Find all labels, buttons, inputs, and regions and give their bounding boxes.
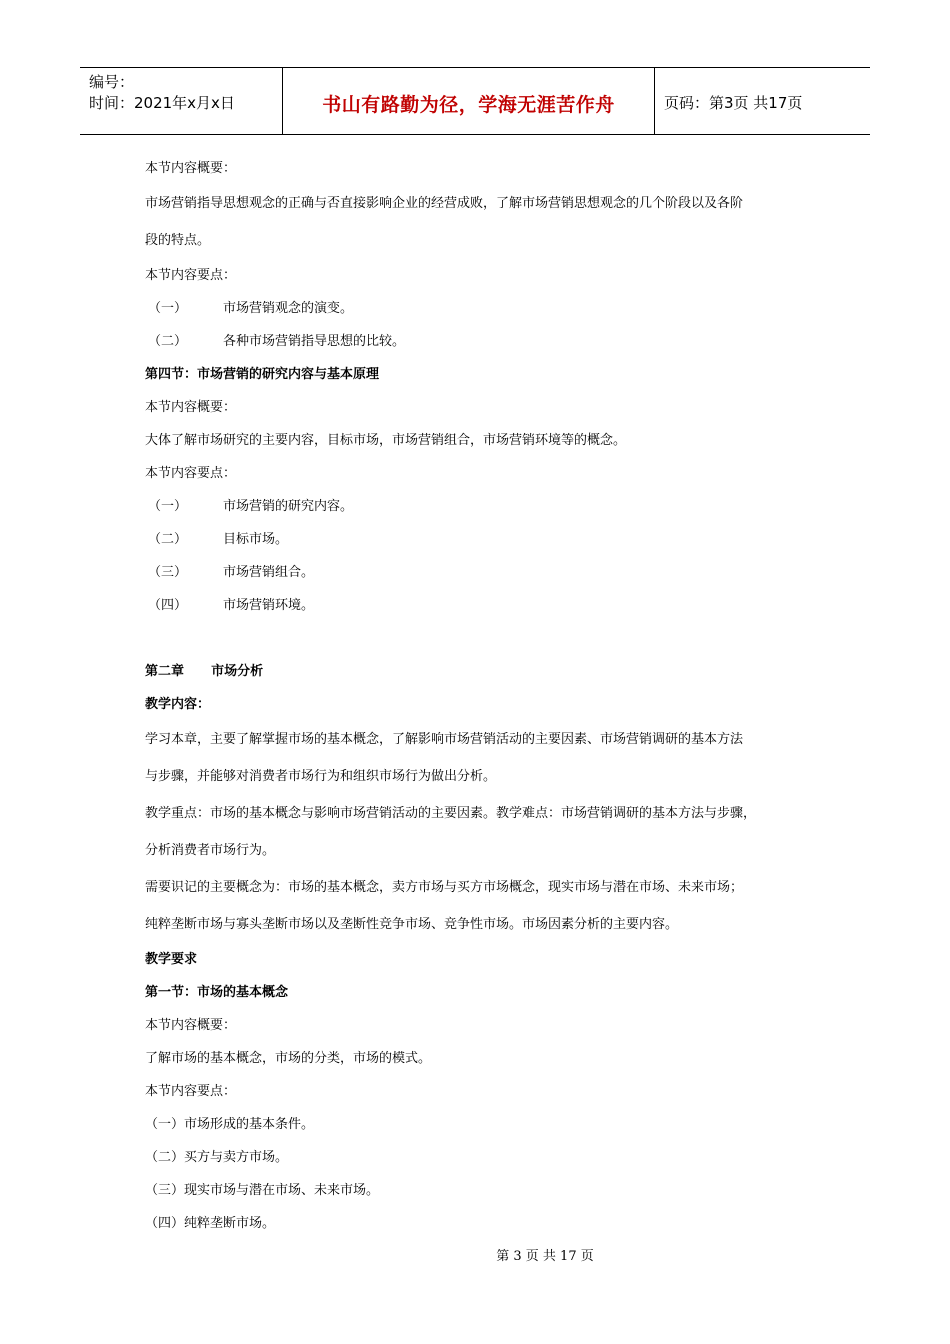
list-item-text: 目标市场。 bbox=[223, 532, 289, 547]
list-item-number: （一） bbox=[148, 301, 188, 316]
blank-line bbox=[145, 622, 825, 655]
header-motto: 书山有路勤为径，学海无涯苦作舟 bbox=[322, 93, 615, 116]
paragraph-line: 与步骤，并能够对消费者市场行为和组织市场行为做出分析。 bbox=[145, 769, 497, 784]
list-item-number: （四） bbox=[148, 598, 188, 613]
list-item-text: 市场营销环境。 bbox=[223, 598, 315, 613]
paragraph-line: 了解市场的基本概念，市场的分类，市场的模式。 bbox=[145, 1051, 432, 1066]
list-item-text: 各种市场营销指导思想的比较。 bbox=[223, 334, 406, 349]
list-item bbox=[145, 523, 825, 556]
list-item-text: 市场营销观念的演变。 bbox=[223, 301, 354, 316]
section-heading: 第一节：市场的基本概念 bbox=[145, 985, 289, 1000]
section-summary-title: 本节内容概要： bbox=[145, 400, 237, 415]
list-item-text: 市场营销的研究内容。 bbox=[223, 499, 354, 514]
page-footer bbox=[0, 1245, 950, 1264]
list-item: （四）纯粹垄断市场。 bbox=[145, 1216, 276, 1231]
header-page-label: 页码：第3页 共17页 bbox=[664, 93, 803, 112]
section-heading: 第四节：市场营销的研究内容与基本原理 bbox=[145, 367, 380, 382]
list-item-text: 市场营销组合。 bbox=[223, 565, 315, 580]
page-header bbox=[80, 67, 870, 135]
section-points-title: 本节内容要点： bbox=[145, 1084, 237, 1099]
paragraph-line: 需要识记的主要概念为：市场的基本概念，卖方市场与买方市场概念，现实市场与潜在市场、未来市场； bbox=[145, 880, 744, 895]
section-summary-title: 本节内容概要： bbox=[145, 161, 237, 176]
list-item-number: （一） bbox=[148, 499, 188, 514]
section-points-title: 本节内容要点： bbox=[145, 466, 237, 481]
header-number-label: 编号： bbox=[89, 73, 135, 91]
chapter-heading: 第二章 市场分析 bbox=[145, 664, 264, 679]
section-points-title: 本节内容要点： bbox=[145, 268, 237, 283]
header-page-cell bbox=[655, 68, 870, 134]
header-time-label: 时间：2021年x月x日 bbox=[89, 94, 235, 112]
list-item bbox=[145, 589, 825, 622]
list-item: （三）现实市场与潜在市场、未来市场。 bbox=[145, 1183, 380, 1198]
teaching-requirements-title: 教学要求 bbox=[145, 952, 198, 967]
paragraph-line: 学习本章，主要了解掌握市场的基本概念，了解影响市场营销活动的主要因素、市场营销调研的基本方法 bbox=[145, 732, 744, 747]
header-motto-cell bbox=[282, 68, 655, 134]
header-meta-cell bbox=[80, 68, 282, 134]
paragraph-line: 分析消费者市场行为。 bbox=[145, 843, 276, 858]
footer-page-number: 第 3 页 共 17 页 bbox=[496, 1249, 594, 1264]
list-item bbox=[145, 292, 825, 325]
list-item: （二）买方与卖方市场。 bbox=[145, 1150, 289, 1165]
list-item-number: （三） bbox=[148, 565, 188, 580]
list-item bbox=[145, 556, 825, 589]
paragraph-line: 教学重点：市场的基本概念与影响市场营销活动的主要因素。教学难点：市场营销调研的基本方法与步骤， bbox=[145, 806, 757, 821]
paragraph-line: 纯粹垄断市场与寡头垄断市场以及垄断性竞争市场、竞争性市场。市场因素分析的主要内容。 bbox=[145, 917, 679, 932]
paragraph-line: 段的特点。 bbox=[145, 233, 211, 248]
list-item-number: （二） bbox=[148, 334, 188, 349]
document-body bbox=[145, 152, 825, 1240]
list-item bbox=[145, 325, 825, 358]
section-summary-title: 本节内容概要： bbox=[145, 1018, 237, 1033]
paragraph-line: 大体了解市场研究的主要内容，目标市场，市场营销组合，市场营销环境等的概念。 bbox=[145, 433, 627, 448]
list-item: （一）市场形成的基本条件。 bbox=[145, 1117, 315, 1132]
list-item-number: （二） bbox=[148, 532, 188, 547]
list-item bbox=[145, 490, 825, 523]
teaching-content-title: 教学内容： bbox=[145, 697, 211, 712]
paragraph-line: 市场营销指导思想观念的正确与否直接影响企业的经营成败，了解市场营销思想观念的几个阶段以及各阶 bbox=[145, 196, 744, 211]
